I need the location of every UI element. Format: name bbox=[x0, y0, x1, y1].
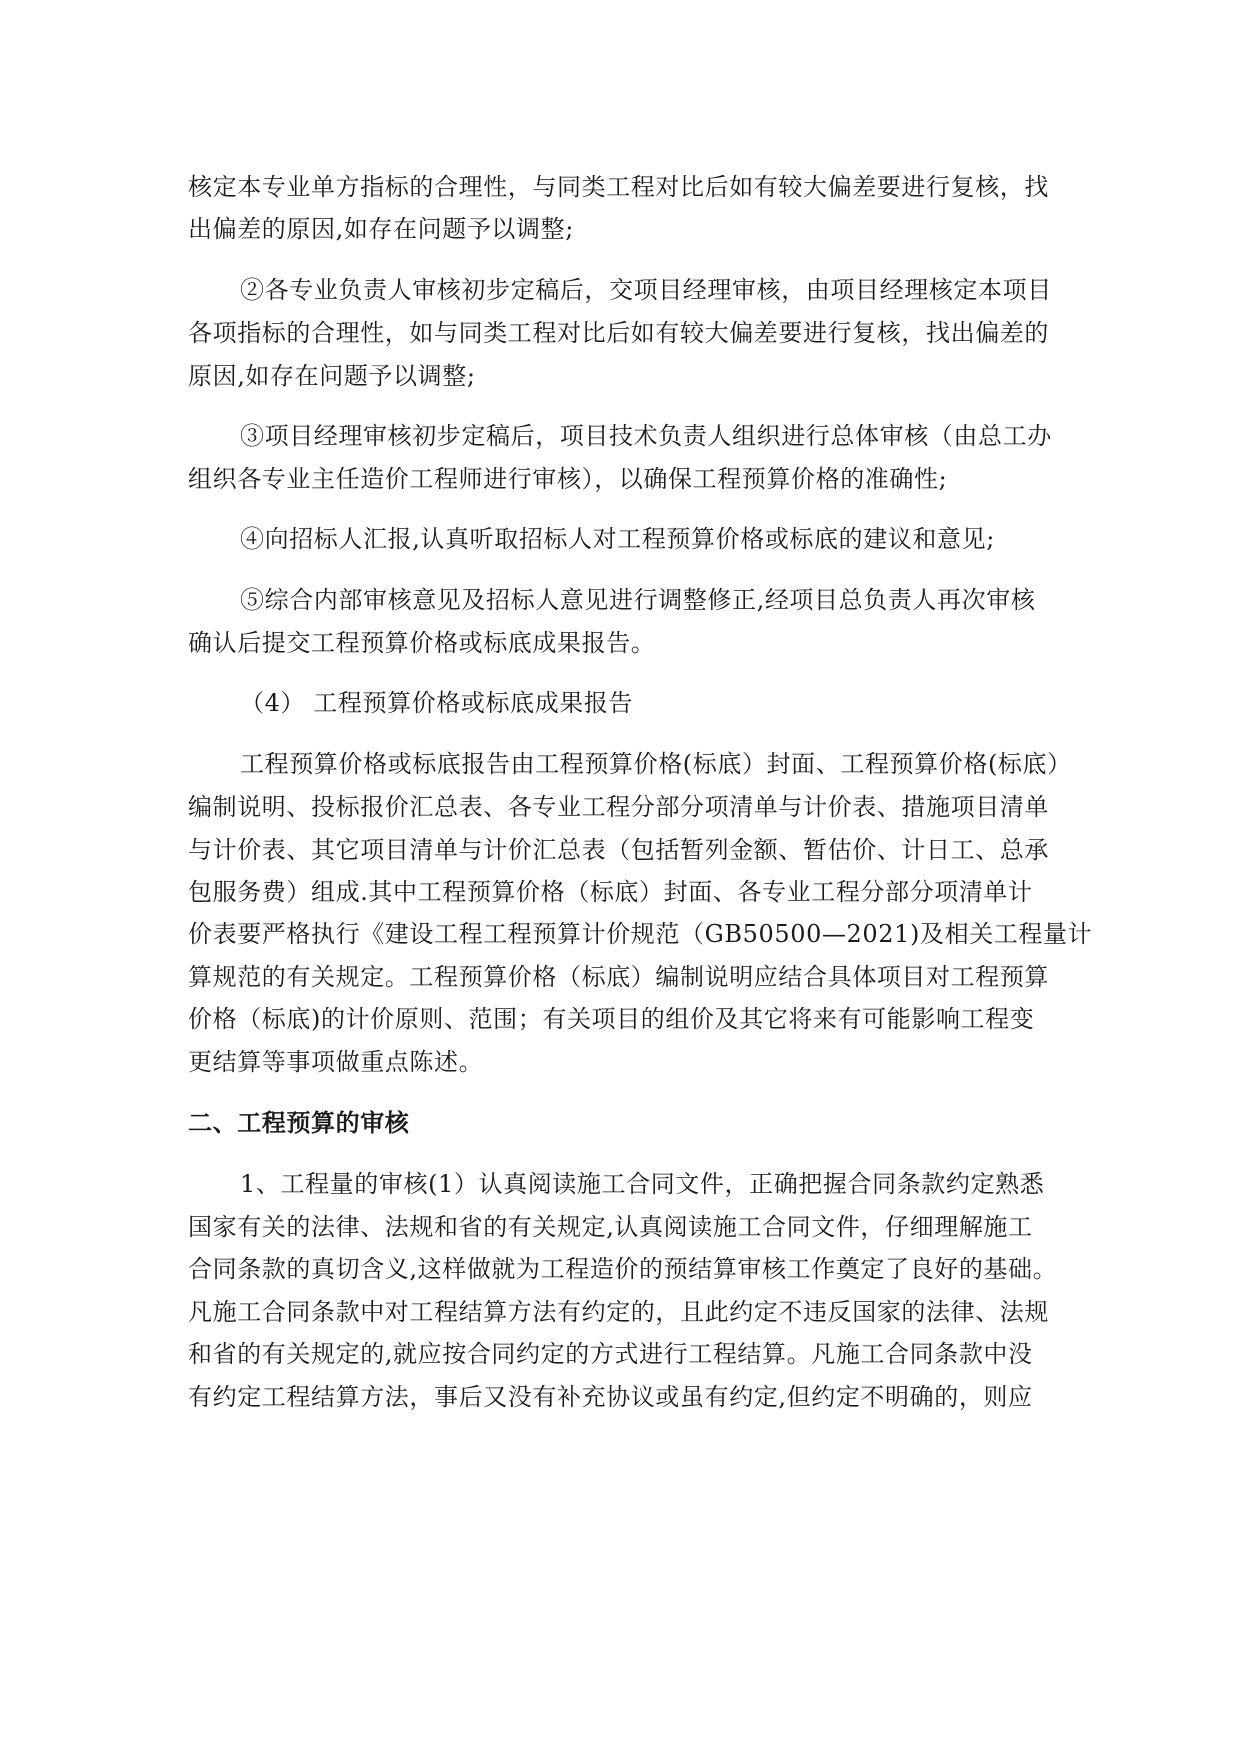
paragraph-line: 价表要严格执行《建设工程工程预算计价规范（GB50500—2021)及相关工程量计 bbox=[188, 920, 1093, 948]
paragraph-line: 和省的有关规定的,就应按合同约定的方式进行工程结算。凡施工合同条款中没 bbox=[188, 1340, 1033, 1368]
paragraph-line: 算规范的有关规定。工程预算价格（标底）编制说明应结合具体项目对工程预算 bbox=[188, 963, 1049, 991]
paragraph-line: ⑤综合内部审核意见及招标人意见进行调整修正,经项目总负责人再次审核 bbox=[240, 586, 1036, 614]
paragraph-line: 原因,如存在问题予以调整; bbox=[188, 362, 476, 390]
paragraph-line: 组织各专业主任造价工程师进行审核），以确保工程预算价格的准确性; bbox=[188, 465, 948, 493]
paragraph-line: 各项指标的合理性，如与同类工程对比后如有较大偏差要进行复核，找出偏差的 bbox=[188, 319, 1049, 347]
section-heading: 二、工程预算的审核 bbox=[188, 1109, 410, 1137]
paragraph-line: 有约定工程结算方法，事后又没有补充协议或虽有约定,但约定不明确的，则应 bbox=[188, 1383, 1033, 1411]
paragraph-line: 国家有关的法律、法规和省的有关规定,认真阅读施工合同文件，仔细理解施工 bbox=[188, 1213, 1033, 1241]
paragraph-line: 1、工程量的审核(1）认真阅读施工合同文件，正确把握合同条款约定熟悉 bbox=[240, 1170, 1045, 1198]
paragraph-line: 出偏差的原因,如存在问题予以调整; bbox=[188, 215, 574, 243]
paragraph-line: ②各专业负责人审核初步定稿后，交项目经理审核，由项目经理核定本项目 bbox=[240, 276, 1052, 304]
paragraph-line: 工程预算价格或标底报告由工程预算价格(标底）封面、工程预算价格(标底） bbox=[240, 750, 1072, 778]
paragraph-line: 包服务费）组成.其中工程预算价格（标底）封面、各专业工程分部分项清单计 bbox=[188, 878, 1033, 906]
paragraph-line: 合同条款的真切含义,这样做就为工程造价的预结算审核工作奠定了良好的基础。 bbox=[188, 1255, 1058, 1283]
paragraph-line: 价格（标底)的计价原则、范围；有关项目的组价及其它将来有可能影响工程变 bbox=[188, 1005, 1035, 1033]
section-subheading: （4） 工程预算价格或标底成果报告 bbox=[240, 689, 634, 717]
paragraph-line: 更结算等事项做重点陈述。 bbox=[188, 1048, 484, 1076]
paragraph-line: 编制说明、投标报价汇总表、各专业工程分部分项清单与计价表、措施项目清单 bbox=[188, 793, 1049, 821]
paragraph-line: 与计价表、其它项目清单与计价汇总表（包括暂列金额、暂估价、计日工、总承 bbox=[188, 836, 1049, 864]
paragraph-line: ③项目经理审核初步定稿后，项目技术负责人组织进行总体审核（由总工办 bbox=[240, 422, 1052, 450]
paragraph-line: ④向招标人汇报,认真听取招标人对工程预算价格或标底的建议和意见; bbox=[240, 525, 995, 553]
paragraph-line: 凡施工合同条款中对工程结算方法有约定的，且此约定不违反国家的法律、法规 bbox=[188, 1298, 1049, 1326]
paragraph-line: 核定本专业单方指标的合理性，与同类工程对比后如有较大偏差要进行复核，找 bbox=[188, 173, 1049, 201]
paragraph-line: 确认后提交工程预算价格或标底成果报告。 bbox=[188, 629, 656, 657]
